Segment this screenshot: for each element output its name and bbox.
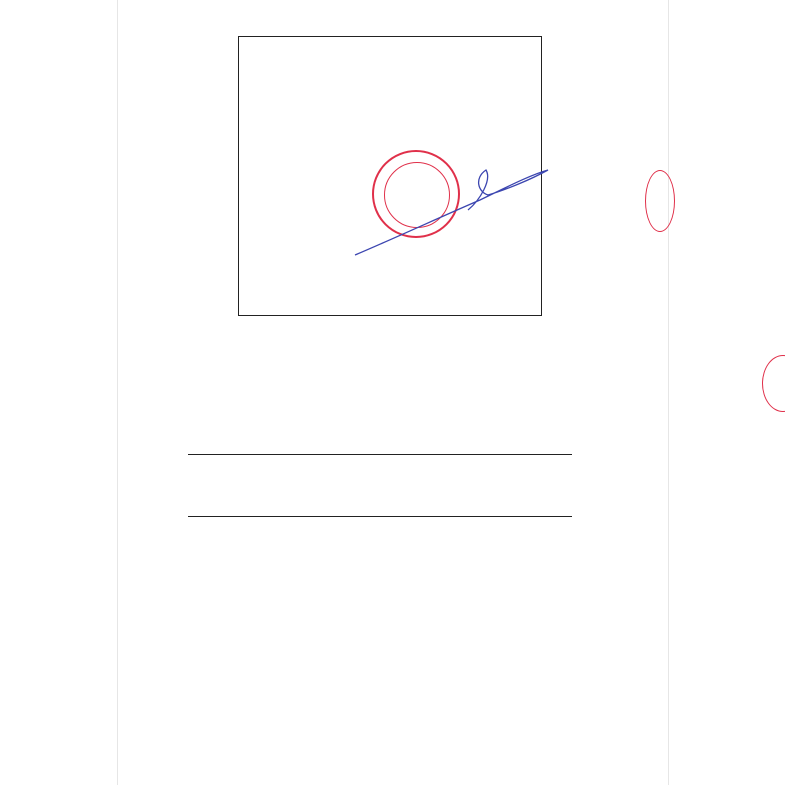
edge-stamp-right: [645, 170, 675, 232]
seal-inner-ring: [384, 162, 450, 228]
brand-grid[interactable]: [188, 454, 572, 455]
official-seal-stamp: [372, 150, 460, 238]
product-name-grid[interactable]: [188, 516, 572, 517]
edge-stamp-far-right: [762, 355, 785, 412]
